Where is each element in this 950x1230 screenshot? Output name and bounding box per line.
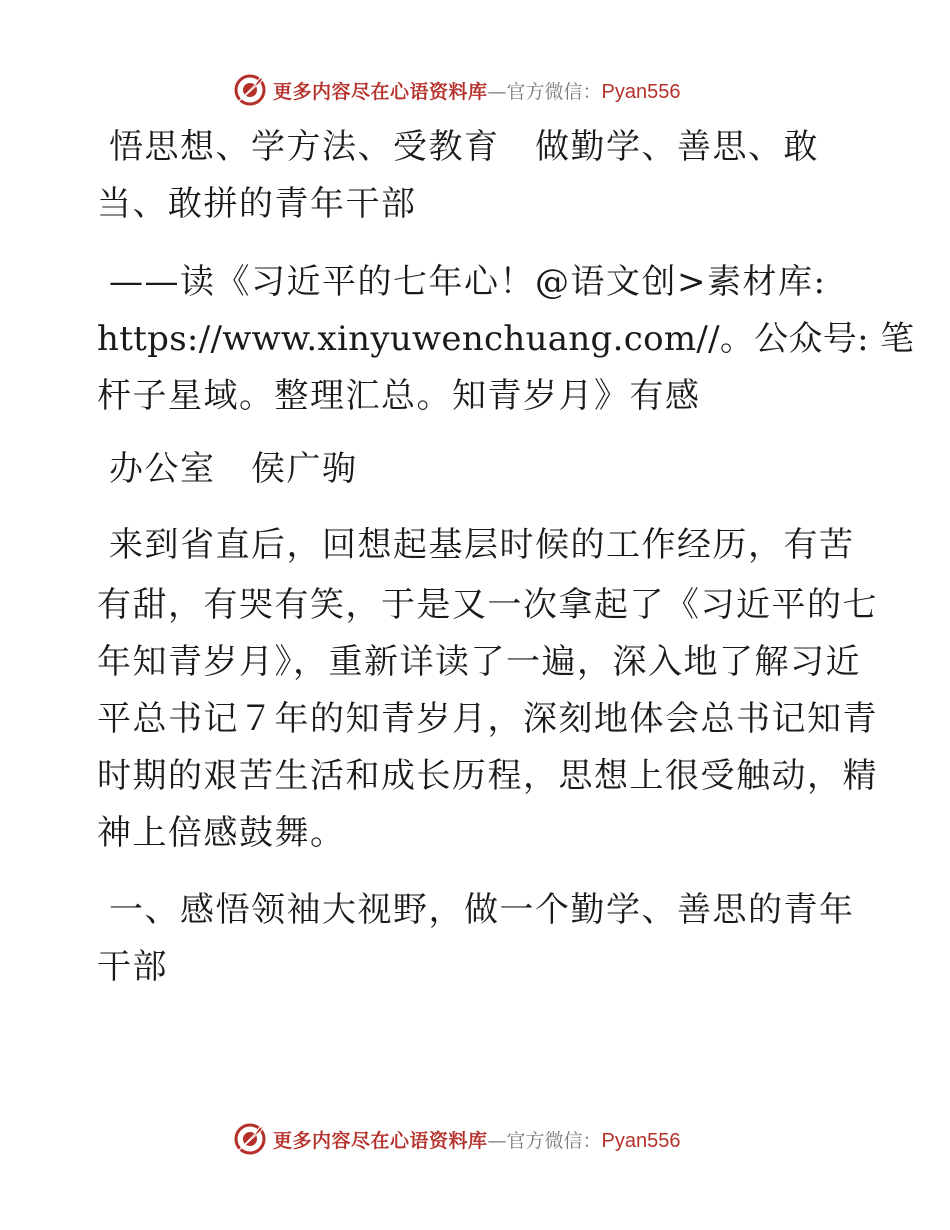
title-line-1: 悟思想、学方法、受教育 做勤学、善思、敢: [109, 127, 819, 167]
quill-logo-icon: [233, 1122, 267, 1156]
subtitle-line-3: 杆子星域。整理汇总。知青岁月》有感: [97, 376, 701, 416]
watermark-red-text: 更多内容尽在心语资料库: [273, 81, 488, 103]
paragraph-line-4: 平总书记７年的知青岁月，深刻地体会总书记知青: [97, 699, 878, 739]
watermark-gray-text: 官方微信：: [506, 1130, 602, 1152]
watermark-text: [273, 77, 681, 104]
watermark-wechat-id: Pyan556: [601, 81, 681, 103]
subtitle-line-1: ——读《习近平的七年心！@语文创>素材库:: [109, 262, 827, 302]
title-line-2: 当、敢拼的青年干部: [97, 184, 417, 224]
section-heading-line-2: 干部: [97, 947, 168, 987]
footer-watermark: [0, 1120, 950, 1160]
watermark-dash: —: [487, 81, 507, 103]
watermark-dash: —: [487, 1130, 507, 1152]
subtitle-line-2: https://www.xinyuwenchuang.com//。公众号: 笔: [97, 319, 915, 359]
paragraph-line-1: 来到省直后，回想起基层时候的工作经历，有苦: [109, 525, 855, 565]
paragraph-line-2: 有甜，有哭有笑，于是又一次拿起了《习近平的七: [97, 585, 878, 625]
paragraph-line-6: 神上倍感鼓舞。: [97, 813, 346, 853]
watermark-text: [273, 1126, 681, 1153]
section-heading-line-1: 一、感悟领袖大视野，做一个勤学、善思的青年: [109, 890, 855, 930]
paragraph-line-3: 年知青岁月》，重新详读了一遍，深入地了解习近: [97, 642, 861, 682]
header-watermark: [0, 71, 950, 111]
watermark-red-text: 更多内容尽在心语资料库: [273, 1130, 488, 1152]
watermark-gray-text: 官方微信：: [506, 81, 602, 103]
author-line: 办公室 侯广驹: [109, 449, 358, 489]
paragraph-line-5: 时期的艰苦生活和成长历程，思想上很受触动，精: [97, 756, 878, 796]
quill-logo-icon: [233, 73, 267, 107]
watermark-wechat-id: Pyan556: [601, 1130, 681, 1152]
